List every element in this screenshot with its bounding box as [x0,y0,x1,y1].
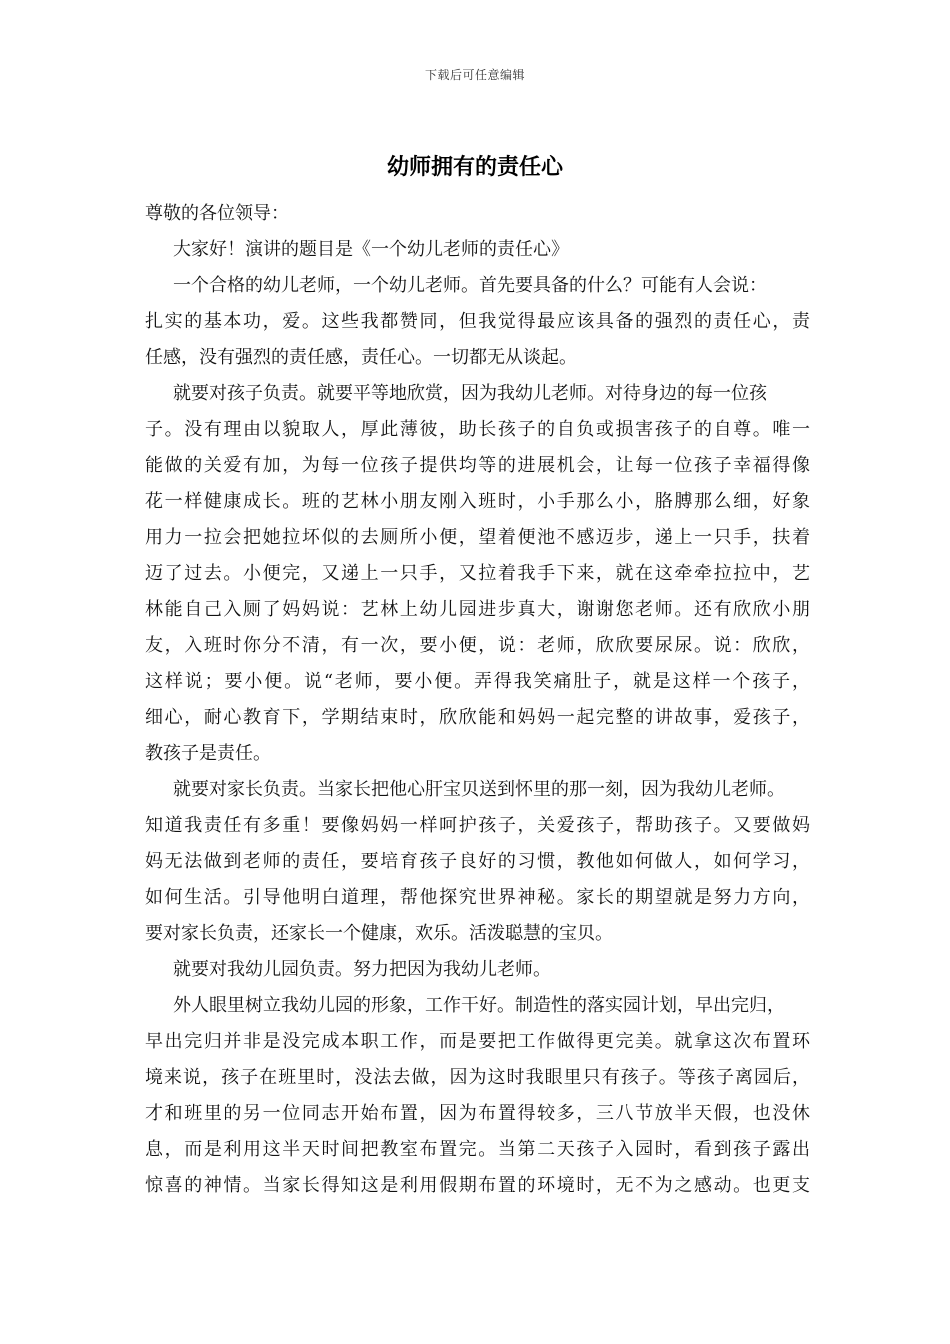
body-line: 外人眼里树立我幼儿园的形象，工作干好。制造性的落实园计划，早出完归， [173,995,785,1016]
body-line: 迈了过去。小便完，又递上一只手，又拉着我手下来，就在这牵牵拉拉中，艺 [145,563,810,584]
body-line: 任感，没有强烈的责任感，责任心。一切都无从谈起。 [145,347,577,368]
body-line: 细心，耐心教育下，学期结束时，欣欣能和妈妈一起完整的讲故事，爱孩子， [145,707,810,728]
body-line: 子。没有理由以貌取人，厚此薄彼，助长孩子的自负或损害孩子的自尊。唯一 [145,419,810,440]
body-line: 就要对我幼儿园负责。努力把因为我幼儿老师。 [173,959,551,980]
body-line: 能做的关爱有加，为每一位孩子提供均等的进展机会，让每一位孩子幸福得像 [145,455,810,476]
body-line: 知道我责任有多重！要像妈妈一样呵护孩子，关爱孩子，帮助孩子。又要做妈 [145,815,810,836]
body-line: 友，入班时你分不清，有一次，要小便，说：老师，欣欣要尿尿。说：欣欣， [145,635,810,656]
body-line: 大家好！演讲的题目是《一个幼儿老师的责任心》 [173,239,569,260]
body-line: 这样说；要小便。说“老师，要小便。弄得我笑痛肚子，就是这样一个孩子， [145,671,810,692]
body-line: 一个合格的幼儿老师，一个幼儿老师。首先要具备的什么？可能有人会说： [173,275,767,296]
body-line: 就要对家长负责。当家长把他心肝宝贝送到怀里的那一刻，因为我幼儿老师。 [173,779,785,800]
body-line: 尊敬的各位领导： [145,203,289,224]
body-line: 扎实的基本功，爱。这些我都赞同，但我觉得最应该具备的强烈的责任心，责 [145,311,810,332]
body-line: 林能自己入厕了妈妈说：艺林上幼儿园进步真大，谢谢您老师。还有欣欣小朋 [145,599,810,620]
body-line: 就要对孩子负责。就要平等地欣赏，因为我幼儿老师。对待身边的每一位孩 [173,383,767,404]
document-title: 幼师拥有的责任心 [386,154,563,180]
body-line: 教孩子是责任。 [145,743,271,764]
body-line: 要对家长负责，还家长一个健康，欢乐。活泼聪慧的宝贝。 [145,923,613,944]
body-line: 才和班里的另一位同志开始布置，因为布置得较多，三八节放半天假，也没休 [145,1103,810,1124]
body-line: 如何生活。引导他明白道理，帮他探究世界神秘。家长的期望就是努力方向， [145,887,810,908]
page-header: 下载后可任意编辑 [424,68,525,82]
body-line: 用力一拉会把她拉坏似的去厕所小便，望着便池不感迈步，递上一只手，扶着 [145,527,810,548]
document-body [145,196,810,1204]
body-line: 花一样健康成长。班的艺林小朋友刚入班时，小手那么小，胳膊那么细，好象 [145,491,810,512]
body-line: 境来说，孩子在班里时，没法去做，因为这时我眼里只有孩子。等孩子离园后， [145,1067,810,1088]
body-line: 早出完归并非是没完成本职工作，而是要把工作做得更完美。就拿这次布置环 [145,1031,810,1052]
body-line: 妈无法做到老师的责任，要培育孩子良好的习惯，教他如何做人，如何学习， [145,851,810,872]
body-line: 息，而是利用这半天时间把教室布置完。当第二天孩子入园时，看到孩子露出 [145,1139,810,1160]
body-line: 惊喜的神情。当家长得知这是利用假期布置的环境时，无不为之感动。也更支 [145,1175,810,1196]
